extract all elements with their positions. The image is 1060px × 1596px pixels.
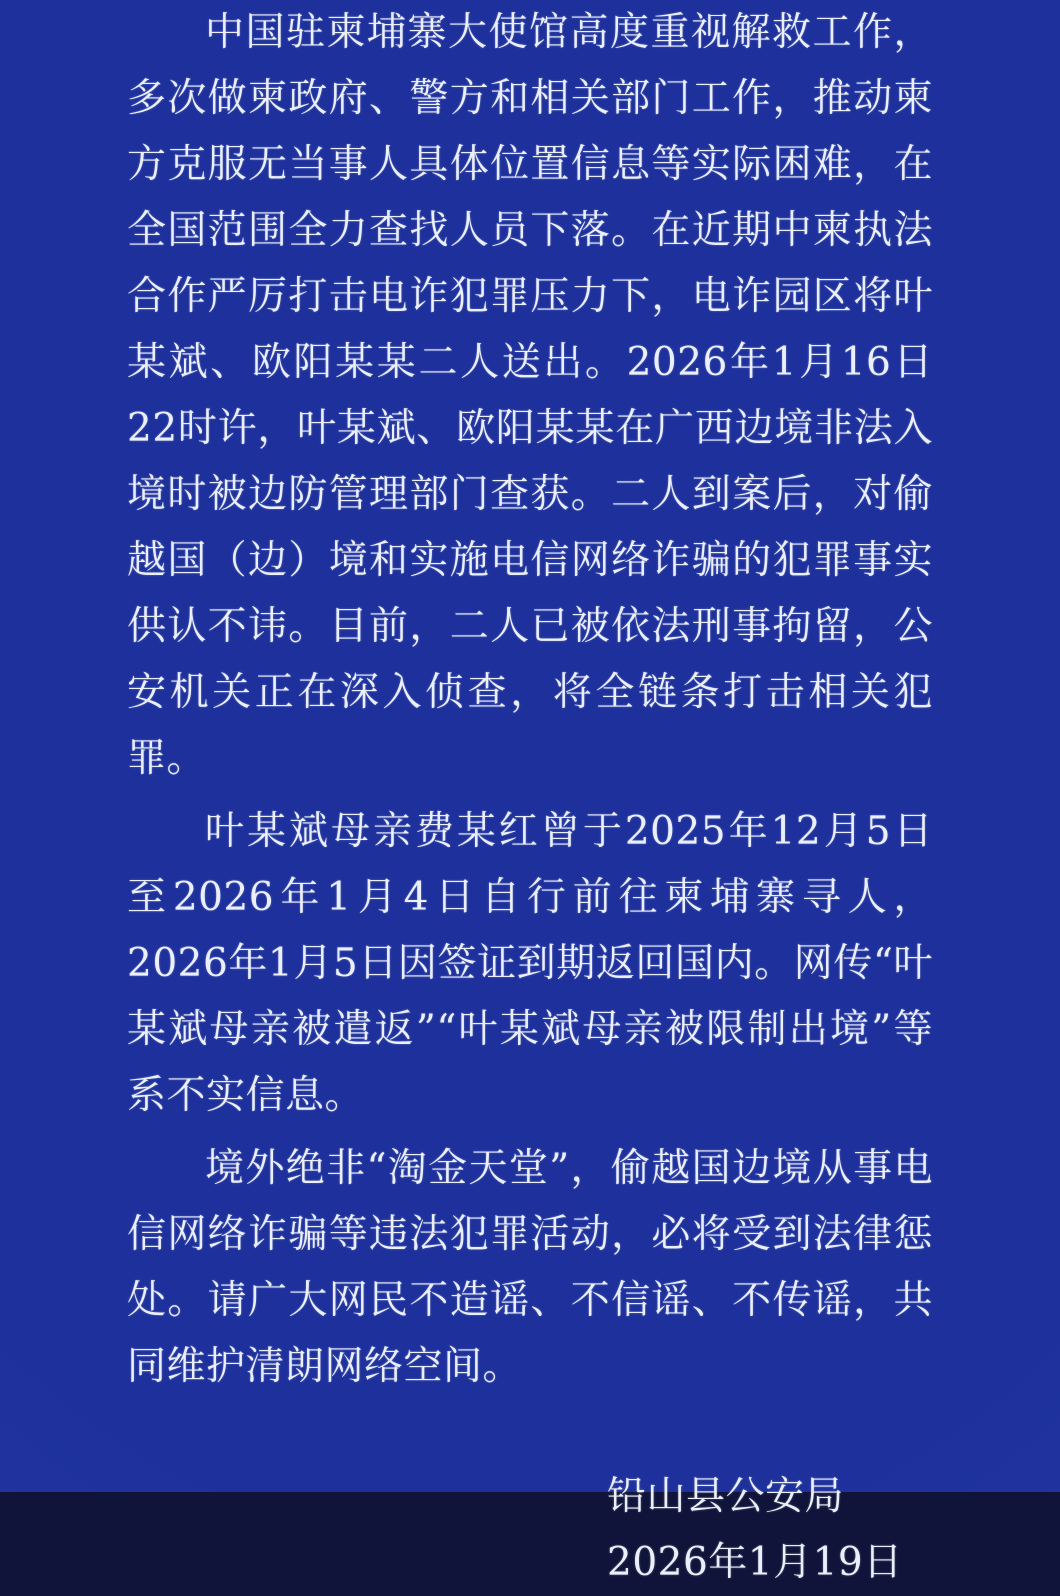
notice-paragraph-warning: 境外绝非“淘金天堂”，偷越国边境从事电信网络诈骗等违法犯罪活动，必将受到法律惩处。请广大网民不造谣、不信谣、不传谣，共同维护清朗网络空间。 bbox=[127, 1146, 933, 1389]
signature-block bbox=[607, 1464, 933, 1596]
issuing-authority: 铅山县公安局 bbox=[607, 1474, 845, 1519]
issue-date: 2026年1月19日 bbox=[607, 1540, 903, 1585]
notice-paragraph-mother-rumor: 叶某斌母亲费某红曾于2025年12月5日至2026年1月4日自行前往柬埔寨寻人，2026年1月5日因签证到期返回国内。网传“叶某斌母亲被遣返”“叶某斌母亲被限制出境”等系不实信息。 bbox=[127, 809, 933, 1118]
notice-paragraph-rescue-efforts: 中国驻柬埔寨大使馆高度重视解救工作，多次做柬政府、警方和相关部门工作，推动柬方克服无当事人具体位置信息等实际困难，在全国范围全力查找人员下落。在近期中柬执法合作严厉打击电诈犯罪压力下，电诈园区将叶某斌、欧阳某某二人送出。2026年1月16日22时许，叶某斌、欧阳某某在广西边境非法入境时被边防管理部门查获。二人到案后，对偷越国（边）境和实施电信网络诈骗的犯罪事实供认不讳。目前，二人已被依法刑事拘留，公安机关正在深入侦查，将全链条打击相关犯罪。 bbox=[127, 10, 933, 781]
